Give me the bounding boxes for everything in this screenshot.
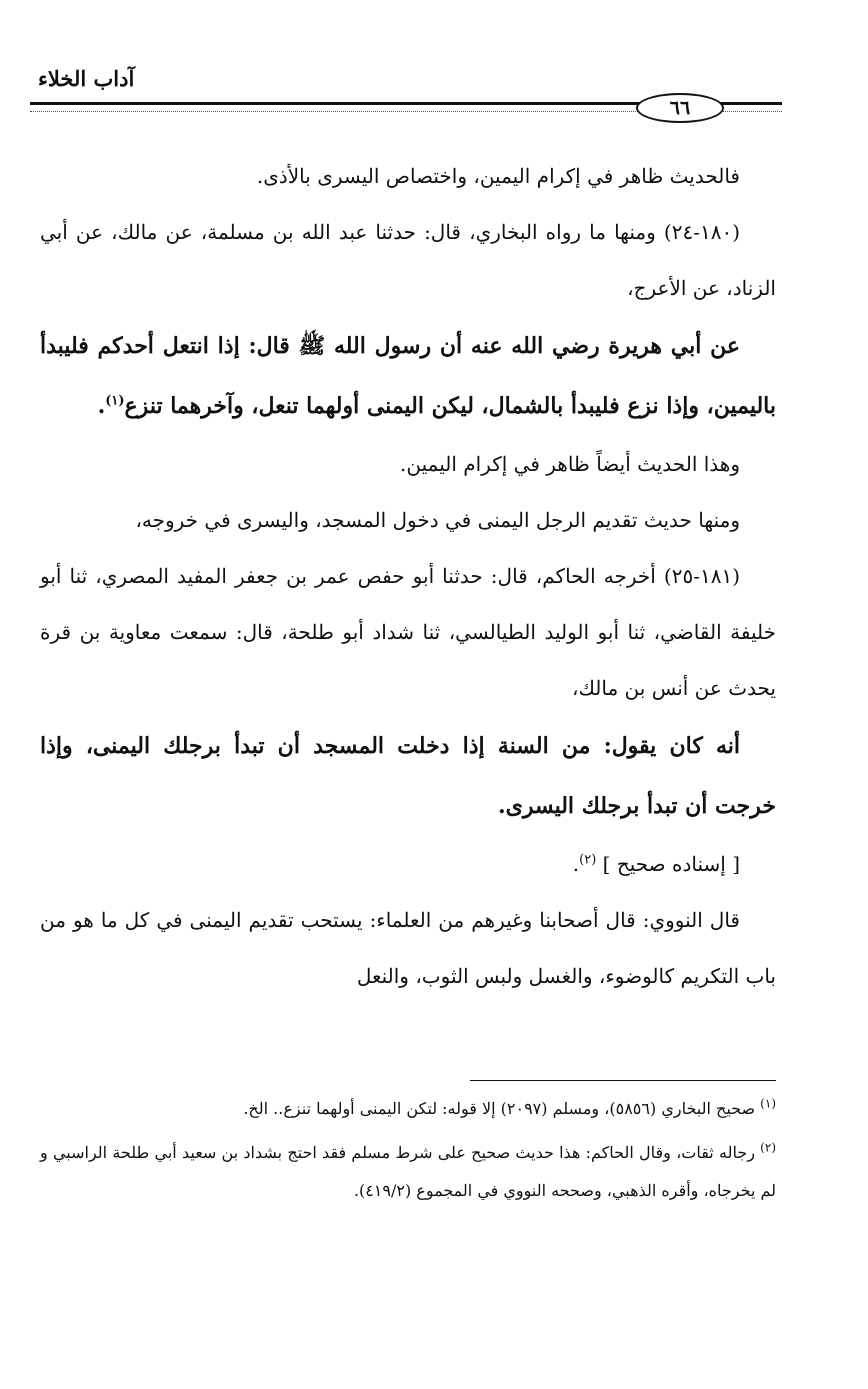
hadith-text [40, 316, 776, 436]
footnote-reference: (٢) [579, 852, 597, 868]
grading-text: [ إسناده صحيح ] [602, 852, 740, 876]
paragraph: فالحديث ظاهر في إكرام اليمين، واختصاص اليسرى بالأذى. [256, 164, 740, 188]
hadith-body: عن أبي هريرة رضي الله عنه أن رسول الله ﷺ قال: إذا انتعل أحدكم فليبدأ باليمين، وإذا نزع فليبدأ بالشمال، ليكن اليمنى أولهما تنعل، وآخرهما تنزع [40, 333, 776, 419]
footnote-reference: (١) [105, 393, 125, 409]
paragraph: ومنها حديث تقديم الرجل اليمنى في دخول المسجد، واليسرى في خروجه، [135, 508, 740, 532]
footnote-number: (١) [760, 1096, 776, 1111]
paragraph: قال النووي: قال أصحابنا وغيرهم من العلماء: يستحب تقديم اليمنى في كل ما هو من باب التكريم كالوضوء، والغسل ولبس الثوب، والنعل [40, 908, 776, 988]
hadith-text: أنه كان يقول: من السنة إذا دخلت المسجد أن تبدأ برجلك اليمنى، وإذا خرجت أن تبدأ برجلك اليسرى. [40, 733, 776, 819]
period: . [97, 393, 106, 419]
paragraph: وهذا الحديث أيضاً ظاهر في إكرام اليمين. [400, 452, 740, 476]
footnote [40, 1090, 776, 1128]
footnote-separator [470, 1080, 776, 1081]
running-header-title: آداب الخلاء [38, 66, 135, 91]
paragraph-isnad: (١٨١-٢٥) أخرجه الحاكم، قال: حدثنا أبو حفص عمر بن جعفر المفيد المصري، ثنا أبو خليفة القاضي، ثنا أبو الوليد الطيالسي، ثنا شداد أبو طلحة، قال: سمعت معاوية بن قرة يحدث عن أنس بن مالك، [40, 564, 776, 700]
footnote-text: رجاله ثقات، وقال الحاكم: هذا حديث صحيح على شرط مسلم فقد احتج بشداد بن سعيد أبي طلحة الراسبي و لم يخرجاه، وأقره الذهبي، وصححه النووي في المجموع (٤١٩/٢). [40, 1143, 776, 1200]
page-number: ٦٦ [636, 93, 724, 123]
footnote [40, 1134, 776, 1210]
main-text [40, 148, 776, 1004]
period: . [572, 852, 580, 876]
footnote-text: صحيح البخاري (٥٨٥٦)، ومسلم (٢٠٩٧) إلا قوله: لتكن اليمنى أولهما تنزع.. الخ. [243, 1099, 756, 1118]
footnote-number: (٢) [760, 1140, 776, 1155]
paragraph-isnad: (١٨٠-٢٤) ومنها ما رواه البخاري، قال: حدثنا عبد الله بن مسلمة، عن مالك، عن أبي الزناد، عن الأعرج، [40, 220, 776, 300]
grading-note [40, 836, 776, 892]
footnotes [40, 1090, 776, 1216]
